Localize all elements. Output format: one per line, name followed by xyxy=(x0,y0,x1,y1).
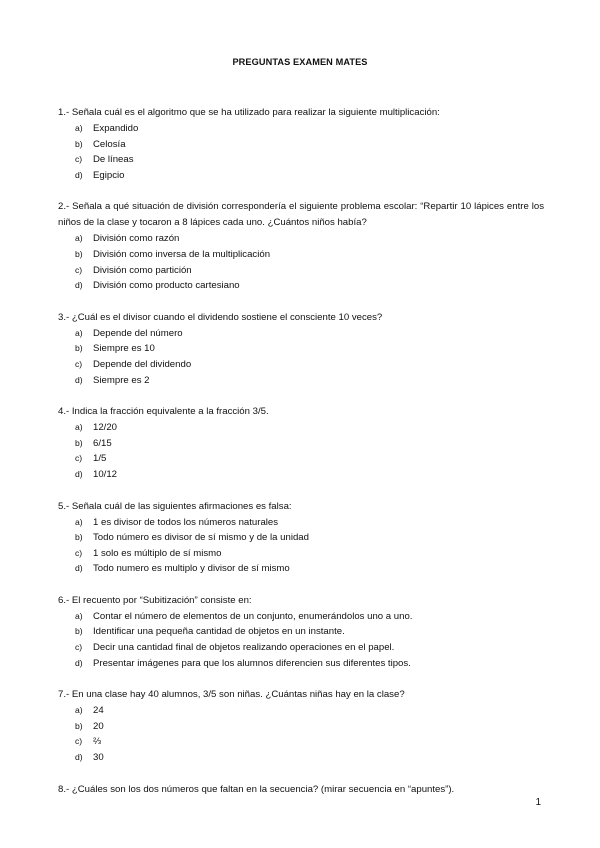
option-item xyxy=(58,231,544,247)
option-item xyxy=(58,515,544,531)
option-item xyxy=(58,624,544,640)
option-item xyxy=(58,750,544,766)
option-letter: c) xyxy=(75,264,83,275)
spacer xyxy=(58,294,544,310)
options-list xyxy=(58,420,544,482)
option-letter: d) xyxy=(75,657,83,668)
spacer xyxy=(58,483,544,499)
option-item xyxy=(58,436,544,452)
option-letter: a) xyxy=(75,422,83,433)
question-5 xyxy=(58,499,544,577)
option-text: División como razón xyxy=(93,233,180,245)
option-letter: a) xyxy=(75,327,83,338)
option-item xyxy=(58,609,544,625)
question-text: 8.- ¿Cuáles son los dos números que faltan en la secuencia? (mirar secuencia en “apuntes”). xyxy=(58,783,455,795)
option-text: 10/12 xyxy=(93,468,118,480)
option-letter: c) xyxy=(75,154,83,165)
option-text: División como producto cartesiano xyxy=(93,280,240,292)
option-letter: d) xyxy=(75,752,83,763)
spacer xyxy=(58,766,544,782)
question-3 xyxy=(58,310,544,388)
option-letter: d) xyxy=(75,563,83,574)
option-letter: c) xyxy=(75,642,83,653)
option-letter: d) xyxy=(75,374,83,385)
spacer xyxy=(58,183,544,199)
option-letter: c) xyxy=(75,453,83,464)
option-item xyxy=(58,263,544,279)
option-letter: b) xyxy=(75,626,83,637)
option-text: Presentar imágenes para que los alumnos diferencien sus diferentes tipos. xyxy=(93,657,411,669)
option-text: Depende del dividendo xyxy=(93,358,192,370)
option-item xyxy=(58,640,544,656)
option-letter: b) xyxy=(75,343,83,354)
option-text: Siempre es 2 xyxy=(93,374,150,386)
question-1 xyxy=(58,105,544,183)
question-text: 2.- Señala a qué situación de división correspondería el siguiente problema escolar: “Repartir 10 lápices entre los niños de la clase y tocaron a 8 lápices cada uno. ¿Cuántos niños había? xyxy=(58,201,544,229)
question-list xyxy=(58,105,544,798)
option-letter: a) xyxy=(75,123,83,133)
option-letter: b) xyxy=(75,720,83,731)
option-item xyxy=(58,152,544,168)
option-item xyxy=(58,734,544,750)
options-list xyxy=(58,515,544,577)
question-text: 6.- El recuento por “Subitización” consiste en: xyxy=(58,594,252,606)
option-text: 24 xyxy=(93,705,104,717)
option-item xyxy=(58,719,544,735)
option-letter: d) xyxy=(75,280,83,291)
page-title: PREGUNTAS EXAMEN MATES xyxy=(232,57,368,67)
option-letter: c) xyxy=(75,358,83,369)
option-letter: c) xyxy=(75,547,83,558)
option-text: 1/5 xyxy=(93,453,107,465)
option-letter: b) xyxy=(75,138,83,149)
option-item xyxy=(58,561,544,577)
question-text: 3.- ¿Cuál es el divisor cuando el dividendo sostiene el consciente 10 veces? xyxy=(58,311,383,323)
option-letter: d) xyxy=(75,169,83,180)
option-text: De líneas xyxy=(93,154,134,166)
option-item xyxy=(58,530,544,546)
option-text: Celosía xyxy=(93,138,126,150)
options-list xyxy=(58,326,544,388)
option-text: 30 xyxy=(93,752,104,764)
question-8 xyxy=(58,782,544,798)
question-2 xyxy=(58,199,544,293)
option-text: División como partición xyxy=(93,264,192,276)
option-item xyxy=(58,168,544,184)
options-list xyxy=(58,231,544,293)
question-text: 5.- Señala cuál de las siguientes afirmaciones es falsa: xyxy=(58,500,292,512)
spacer xyxy=(58,388,544,404)
option-item xyxy=(58,357,544,373)
spacer xyxy=(58,577,544,593)
option-item xyxy=(58,341,544,357)
option-text: 1 es divisor de todos los números naturales xyxy=(93,516,279,528)
option-item xyxy=(58,247,544,263)
option-text: 20 xyxy=(93,720,104,732)
question-7 xyxy=(58,687,544,765)
option-item xyxy=(58,546,544,562)
question-text: 1.- Señala cuál es el algoritmo que se ha utilizado para realizar la siguiente multiplicación: xyxy=(58,107,440,118)
option-letter: b) xyxy=(75,437,83,448)
option-item xyxy=(58,137,544,153)
question-text: 7.- En una clase hay 40 alumnos, 3/5 son niñas. ¿Cuántas niñas hay en la clase? xyxy=(58,689,405,701)
option-item xyxy=(58,278,544,294)
option-item xyxy=(58,373,544,389)
question-4 xyxy=(58,404,544,482)
option-item xyxy=(58,326,544,342)
option-item xyxy=(58,703,544,719)
option-item xyxy=(58,656,544,672)
option-item xyxy=(58,451,544,467)
option-item xyxy=(58,420,544,436)
option-text: Expandido xyxy=(93,123,139,134)
option-text: Todo número es divisor de sí mismo y de la unidad xyxy=(93,532,309,544)
option-text: División como inversa de la multiplicación xyxy=(93,248,271,260)
options-list xyxy=(58,703,544,765)
spacer xyxy=(58,671,544,687)
option-letter: d) xyxy=(75,468,83,479)
option-letter: a) xyxy=(75,516,83,527)
option-letter: a) xyxy=(75,705,83,716)
option-text: Identificar una pequeña cantidad de objetos en un instante. xyxy=(93,626,345,638)
option-text: Todo numero es multiplo y divisor de sí mismo xyxy=(93,563,290,575)
option-text: Contar el número de elementos de un conjunto, enumerándolos uno a uno. xyxy=(93,610,413,622)
question-6 xyxy=(58,593,544,671)
option-text: 12/20 xyxy=(93,422,118,434)
options-list xyxy=(58,609,544,671)
options-list xyxy=(58,121,544,183)
option-letter: b) xyxy=(75,532,83,543)
option-letter: a) xyxy=(75,610,83,621)
option-item xyxy=(58,467,544,483)
option-text: Decir una cantidad final de objetos realizando operaciones en el papel. xyxy=(93,642,395,654)
option-text: Depende del número xyxy=(93,327,183,339)
option-letter: c) xyxy=(75,736,83,747)
option-item xyxy=(58,121,544,137)
option-text: ⅔ xyxy=(93,736,102,748)
question-text: 4.- Indica la fracción equivalente a la fracción 3/5. xyxy=(58,406,269,418)
option-letter: b) xyxy=(75,248,83,259)
option-text: 6/15 xyxy=(93,437,112,449)
option-text: Egipcio xyxy=(93,169,125,181)
option-letter: a) xyxy=(75,233,83,244)
page-number: 1 xyxy=(535,797,541,808)
option-text: 1 solo es múltiplo de sí mismo xyxy=(93,547,222,559)
option-text: Siempre es 10 xyxy=(93,343,155,355)
